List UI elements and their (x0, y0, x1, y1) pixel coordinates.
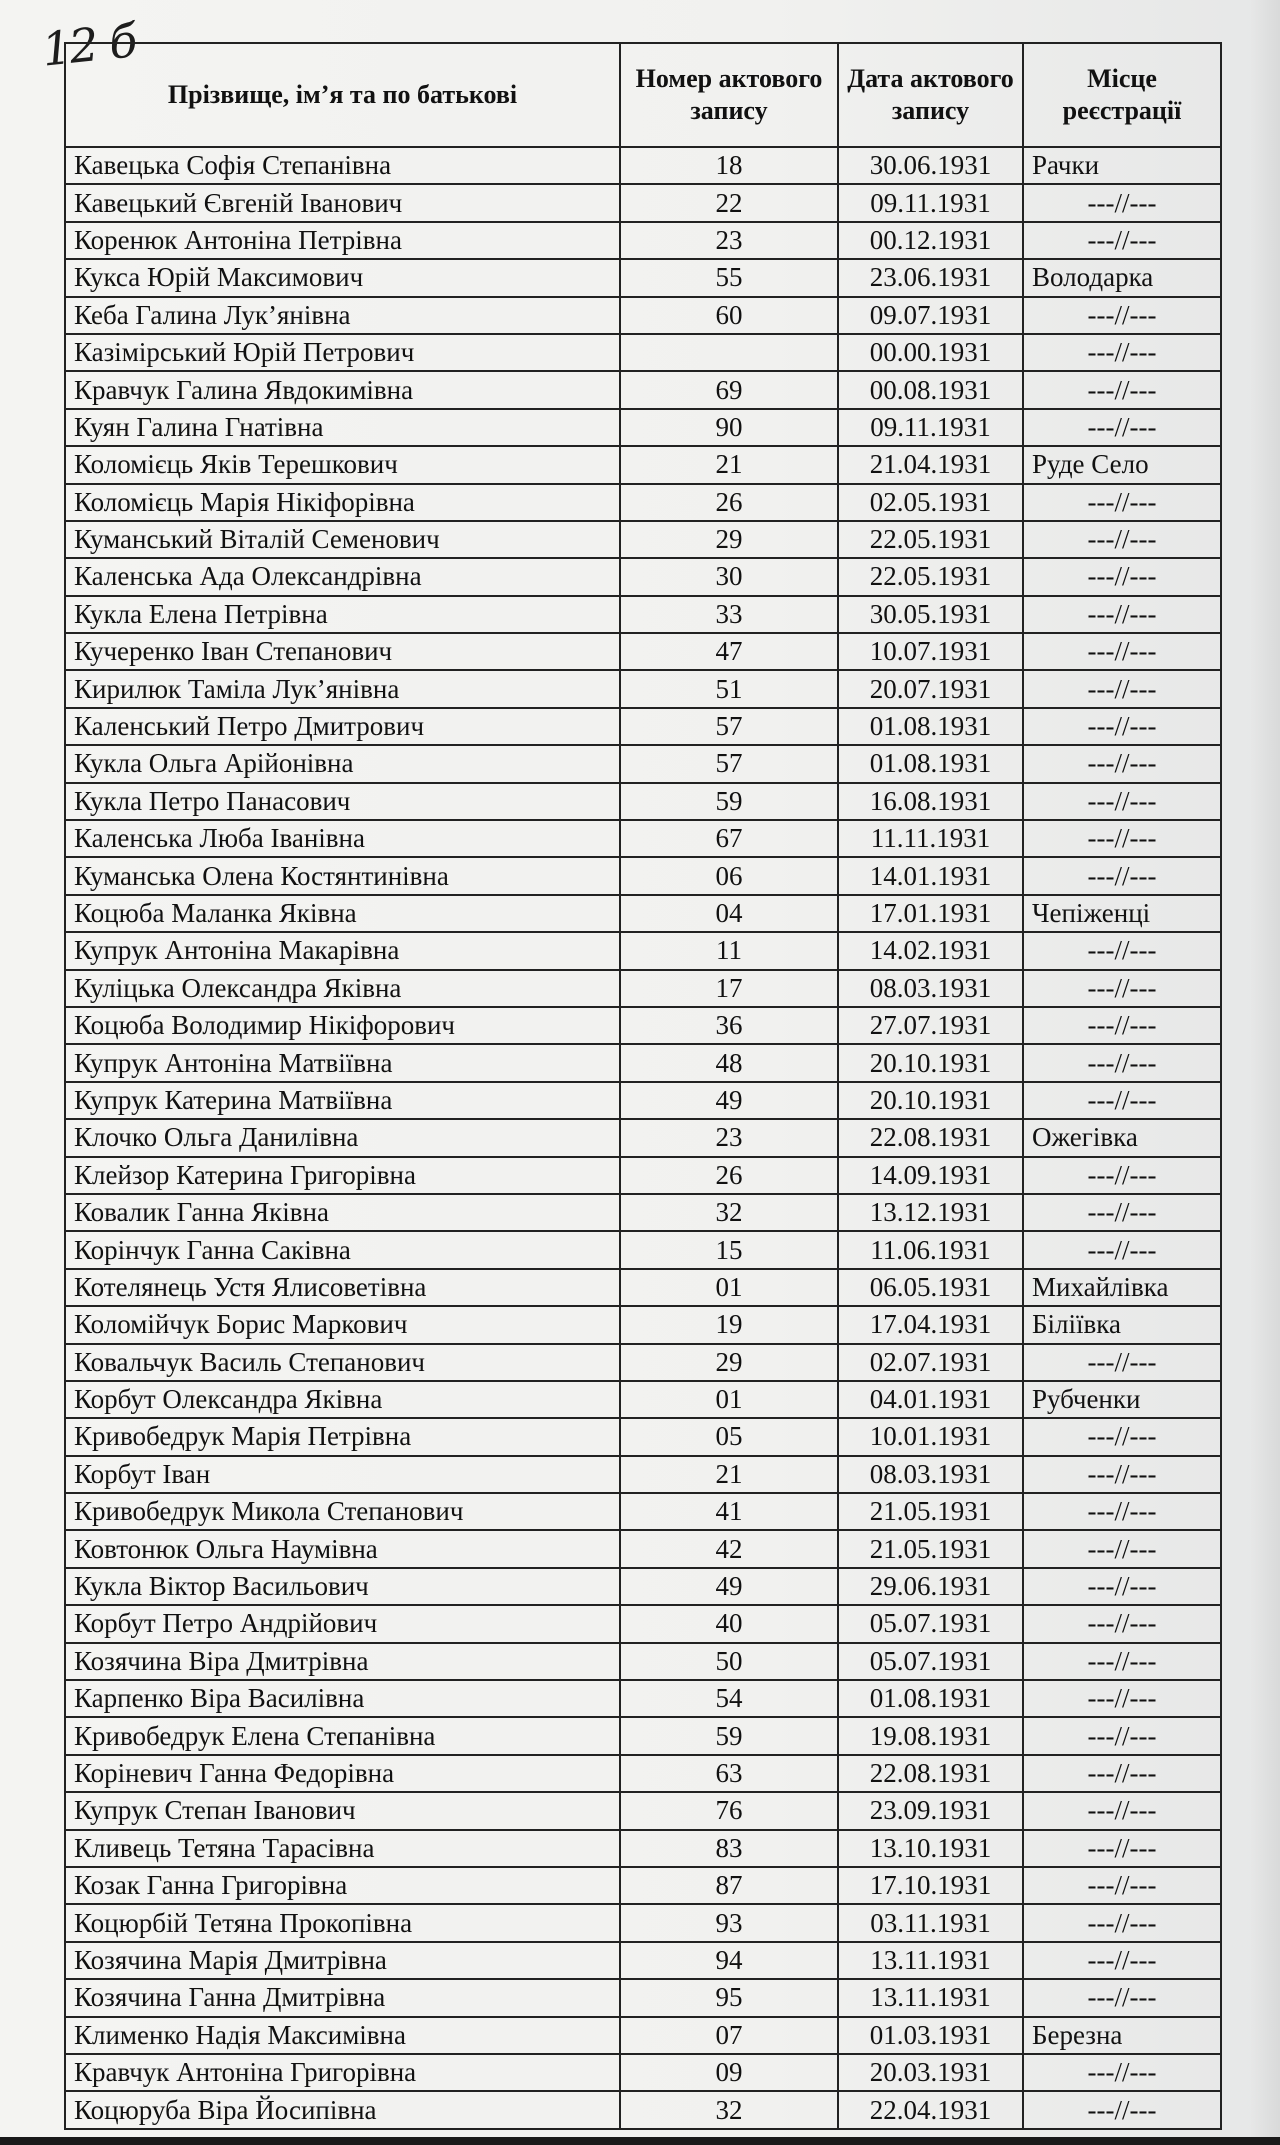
cell-record-number: 95 (620, 1979, 838, 2016)
cell-record-number: 93 (620, 1904, 838, 1941)
cell-record-number: 01 (620, 1269, 838, 1306)
cell-record-date: 09.07.1931 (838, 297, 1023, 334)
cell-place: ---//--- (1023, 409, 1221, 446)
table-row (65, 1007, 1221, 1044)
cell-record-number: 33 (620, 596, 838, 633)
cell-name: Ковалик Ганна Яківна (65, 1194, 620, 1231)
table-row (65, 409, 1221, 446)
header-record-date: Дата актового запису (838, 43, 1023, 147)
cell-record-number: 09 (620, 2054, 838, 2091)
table-row (65, 521, 1221, 558)
cell-record-number: 21 (620, 446, 838, 483)
cell-place: Володарка (1023, 259, 1221, 296)
cell-name: Кеба Галина Лук’янівна (65, 297, 620, 334)
cell-record-number: 04 (620, 895, 838, 932)
table-row (65, 334, 1221, 371)
cell-record-number: 57 (620, 708, 838, 745)
cell-record-date: 04.01.1931 (838, 1381, 1023, 1418)
cell-name: Кравчук Галина Явдокимівна (65, 371, 620, 408)
cell-name: Кривобедрук Марія Петрівна (65, 1418, 620, 1455)
header-place: Місце реєстрації (1023, 43, 1221, 147)
cell-record-number: 63 (620, 1755, 838, 1792)
table-row (65, 932, 1221, 969)
cell-record-number: 49 (620, 1568, 838, 1605)
cell-record-date: 16.08.1931 (838, 783, 1023, 820)
cell-place: ---//--- (1023, 1867, 1221, 1904)
cell-name: Куманський Віталій Семенович (65, 521, 620, 558)
cell-name: Коцюба Маланка Яківна (65, 895, 620, 932)
cell-record-number: 57 (620, 745, 838, 782)
cell-record-date: 20.10.1931 (838, 1044, 1023, 1081)
table-row (65, 1568, 1221, 1605)
cell-record-date: 00.12.1931 (838, 222, 1023, 259)
table-row (65, 1942, 1221, 1979)
cell-record-date: 21.05.1931 (838, 1530, 1023, 1567)
cell-place: ---//--- (1023, 1044, 1221, 1081)
cell-place: ---//--- (1023, 1530, 1221, 1567)
cell-record-number: 22 (620, 184, 838, 221)
table-row (65, 371, 1221, 408)
table-row (65, 1493, 1221, 1530)
cell-name: Кукла Віктор Васильович (65, 1568, 620, 1605)
table-row (65, 1381, 1221, 1418)
cell-name: Корінчук Ганна Саківна (65, 1231, 620, 1268)
cell-record-number: 06 (620, 857, 838, 894)
table-row (65, 222, 1221, 259)
cell-name: Козячина Марія Дмитрівна (65, 1942, 620, 1979)
cell-record-date: 09.11.1931 (838, 184, 1023, 221)
cell-record-date: 20.07.1931 (838, 670, 1023, 707)
cell-record-date: 22.08.1931 (838, 1119, 1023, 1156)
table-body (65, 147, 1221, 2129)
cell-record-date: 02.07.1931 (838, 1344, 1023, 1381)
table-row (65, 184, 1221, 221)
cell-place: ---//--- (1023, 2091, 1221, 2128)
cell-name: Каленська Ада Олександрівна (65, 558, 620, 595)
cell-place: ---//--- (1023, 857, 1221, 894)
cell-name: Каленська Люба Іванівна (65, 820, 620, 857)
table-row (65, 1044, 1221, 1081)
table-row (65, 857, 1221, 894)
table-row (65, 596, 1221, 633)
cell-record-date: 09.11.1931 (838, 409, 1023, 446)
cell-record-date: 21.04.1931 (838, 446, 1023, 483)
cell-record-number: 48 (620, 1044, 838, 1081)
cell-place: ---//--- (1023, 2054, 1221, 2091)
header-name: Прізвище, ім’я та по батькові (65, 43, 620, 147)
cell-place: ---//--- (1023, 184, 1221, 221)
cell-place: ---//--- (1023, 1157, 1221, 1194)
cell-record-date: 14.09.1931 (838, 1157, 1023, 1194)
cell-name: Кукла Ольга Арійонівна (65, 745, 620, 782)
cell-place: ---//--- (1023, 1493, 1221, 1530)
cell-place: ---//--- (1023, 1680, 1221, 1717)
cell-place: Ожегівка (1023, 1119, 1221, 1156)
cell-record-number: 42 (620, 1530, 838, 1567)
cell-name: Кливець Тетяна Тарасівна (65, 1830, 620, 1867)
cell-record-date: 00.08.1931 (838, 371, 1023, 408)
cell-record-number: 36 (620, 1007, 838, 1044)
table-row (65, 558, 1221, 595)
page-bottom-edge (0, 2137, 1280, 2145)
cell-record-date: 22.08.1931 (838, 1755, 1023, 1792)
cell-place: ---//--- (1023, 783, 1221, 820)
header-record-number: Номер актового запису (620, 43, 838, 147)
cell-place: ---//--- (1023, 1830, 1221, 1867)
cell-record-number: 47 (620, 633, 838, 670)
cell-record-number: 05 (620, 1418, 838, 1455)
cell-record-number (620, 334, 838, 371)
cell-place: ---//--- (1023, 820, 1221, 857)
cell-place: ---//--- (1023, 1942, 1221, 1979)
cell-record-date: 30.06.1931 (838, 147, 1023, 184)
cell-place: ---//--- (1023, 1755, 1221, 1792)
cell-record-number: 51 (620, 670, 838, 707)
table-row (65, 147, 1221, 184)
cell-name: Куманська Олена Костянтинівна (65, 857, 620, 894)
cell-record-date: 17.10.1931 (838, 1867, 1023, 1904)
table-row (65, 446, 1221, 483)
cell-name: Ковтонюк Ольга Наумівна (65, 1530, 620, 1567)
cell-record-date: 14.01.1931 (838, 857, 1023, 894)
table-row (65, 259, 1221, 296)
table-row (65, 1867, 1221, 1904)
cell-record-date: 13.12.1931 (838, 1194, 1023, 1231)
cell-name: Куян Галина Гнатівна (65, 409, 620, 446)
cell-name: Купрук Степан Іванович (65, 1792, 620, 1829)
cell-record-date: 11.06.1931 (838, 1231, 1023, 1268)
cell-record-number: 54 (620, 1680, 838, 1717)
cell-name: Козячина Ганна Дмитрівна (65, 1979, 620, 2016)
cell-place: Рубченки (1023, 1381, 1221, 1418)
cell-name: Клейзор Катерина Григорівна (65, 1157, 620, 1194)
cell-name: Козак Ганна Григорівна (65, 1867, 620, 1904)
cell-record-number: 23 (620, 222, 838, 259)
table-row (65, 633, 1221, 670)
table-row (65, 1904, 1221, 1941)
cell-record-date: 17.04.1931 (838, 1306, 1023, 1343)
table-row (65, 708, 1221, 745)
cell-name: Кукла Елена Петрівна (65, 596, 620, 633)
cell-name: Кукла Петро Панасович (65, 783, 620, 820)
cell-name: Кавецький Євгеній Іванович (65, 184, 620, 221)
cell-name: Коцюрбій Тетяна Прокопівна (65, 1904, 620, 1941)
cell-record-date: 23.06.1931 (838, 259, 1023, 296)
cell-name: Корбут Петро Андрійович (65, 1605, 620, 1642)
table-row (65, 1194, 1221, 1231)
cell-record-date: 27.07.1931 (838, 1007, 1023, 1044)
cell-record-number: 21 (620, 1456, 838, 1493)
cell-record-date: 22.04.1931 (838, 2091, 1023, 2128)
table-row (65, 1717, 1221, 1754)
cell-record-date: 06.05.1931 (838, 1269, 1023, 1306)
cell-record-date: 13.10.1931 (838, 1830, 1023, 1867)
cell-name: Корбут Олександра Яківна (65, 1381, 620, 1418)
cell-record-date: 05.07.1931 (838, 1643, 1023, 1680)
table-row (65, 745, 1221, 782)
cell-record-number: 23 (620, 1119, 838, 1156)
cell-name: Коцюба Володимир Нікіфорович (65, 1007, 620, 1044)
table-row (65, 1231, 1221, 1268)
cell-name: Коріневич Ганна Федорівна (65, 1755, 620, 1792)
cell-record-number: 49 (620, 1082, 838, 1119)
cell-record-date: 19.08.1931 (838, 1717, 1023, 1754)
cell-place: ---//--- (1023, 670, 1221, 707)
cell-name: Купрук Антоніна Макарівна (65, 932, 620, 969)
cell-place: ---//--- (1023, 708, 1221, 745)
cell-place: Рачки (1023, 147, 1221, 184)
cell-name: Кирилюк Таміла Лук’янівна (65, 670, 620, 707)
cell-place: ---//--- (1023, 970, 1221, 1007)
register-table (64, 42, 1222, 2130)
cell-record-date: 29.06.1931 (838, 1568, 1023, 1605)
cell-record-date: 05.07.1931 (838, 1605, 1023, 1642)
cell-place: ---//--- (1023, 371, 1221, 408)
cell-place: Михайлівка (1023, 1269, 1221, 1306)
table-row (65, 1643, 1221, 1680)
cell-name: Коцюруба Віра Йосипівна (65, 2091, 620, 2128)
cell-place: ---//--- (1023, 1904, 1221, 1941)
cell-place: Біліївка (1023, 1306, 1221, 1343)
cell-place: ---//--- (1023, 745, 1221, 782)
cell-record-date: 08.03.1931 (838, 970, 1023, 1007)
table-row (65, 297, 1221, 334)
table-row (65, 1119, 1221, 1156)
cell-record-date: 01.08.1931 (838, 745, 1023, 782)
cell-name: Клочко Ольга Данилівна (65, 1119, 620, 1156)
cell-place: ---//--- (1023, 1007, 1221, 1044)
cell-record-number: 55 (620, 259, 838, 296)
cell-name: Каленський Петро Дмитрович (65, 708, 620, 745)
cell-place: ---//--- (1023, 1717, 1221, 1754)
cell-record-number: 30 (620, 558, 838, 595)
cell-record-number: 87 (620, 1867, 838, 1904)
table-row (65, 1306, 1221, 1343)
cell-name: Клименко Надія Максимівна (65, 2017, 620, 2054)
cell-record-number: 19 (620, 1306, 838, 1343)
table-row (65, 484, 1221, 521)
cell-place: ---//--- (1023, 484, 1221, 521)
cell-record-number: 83 (620, 1830, 838, 1867)
cell-place: ---//--- (1023, 633, 1221, 670)
cell-record-date: 20.03.1931 (838, 2054, 1023, 2091)
cell-name: Карпенко Віра Василівна (65, 1680, 620, 1717)
table-header-row (65, 43, 1221, 147)
table-row (65, 1157, 1221, 1194)
cell-record-number: 76 (620, 1792, 838, 1829)
cell-place: ---//--- (1023, 1418, 1221, 1455)
table-row (65, 783, 1221, 820)
cell-record-number: 29 (620, 1344, 838, 1381)
cell-record-number: 59 (620, 783, 838, 820)
cell-record-number: 18 (620, 147, 838, 184)
table-row (65, 2091, 1221, 2128)
table-row (65, 820, 1221, 857)
table-row (65, 2017, 1221, 2054)
cell-place: ---//--- (1023, 1792, 1221, 1829)
cell-record-number: 69 (620, 371, 838, 408)
table-row (65, 1269, 1221, 1306)
table-row (65, 1530, 1221, 1567)
cell-record-date: 02.05.1931 (838, 484, 1023, 521)
table-row (65, 1979, 1221, 2016)
cell-place: ---//--- (1023, 1194, 1221, 1231)
cell-place: Березна (1023, 2017, 1221, 2054)
cell-record-number: 50 (620, 1643, 838, 1680)
cell-place: Чепіженці (1023, 895, 1221, 932)
cell-record-date: 08.03.1931 (838, 1456, 1023, 1493)
cell-name: Кавецька Софія Степанівна (65, 147, 620, 184)
cell-record-number: 60 (620, 297, 838, 334)
cell-record-date: 13.11.1931 (838, 1979, 1023, 2016)
table-row (65, 1792, 1221, 1829)
cell-record-number: 32 (620, 2091, 838, 2128)
table-row (65, 1418, 1221, 1455)
cell-record-number: 07 (620, 2017, 838, 2054)
cell-name: Котелянець Устя Ялисоветівна (65, 1269, 620, 1306)
cell-record-number: 26 (620, 484, 838, 521)
cell-name: Куліцька Олександра Яківна (65, 970, 620, 1007)
cell-place: ---//--- (1023, 558, 1221, 595)
cell-record-number: 40 (620, 1605, 838, 1642)
cell-record-number: 59 (620, 1717, 838, 1754)
cell-place: ---//--- (1023, 1979, 1221, 2016)
cell-place: ---//--- (1023, 596, 1221, 633)
cell-place: ---//--- (1023, 1082, 1221, 1119)
cell-record-date: 03.11.1931 (838, 1904, 1023, 1941)
cell-record-date: 10.07.1931 (838, 633, 1023, 670)
table-row (65, 1456, 1221, 1493)
cell-record-number: 41 (620, 1493, 838, 1530)
cell-name: Козячина Віра Дмитрівна (65, 1643, 620, 1680)
cell-name: Кравчук Антоніна Григорівна (65, 2054, 620, 2091)
cell-name: Кучеренко Іван Степанович (65, 633, 620, 670)
table-row (65, 670, 1221, 707)
cell-place: ---//--- (1023, 222, 1221, 259)
cell-record-date: 13.11.1931 (838, 1942, 1023, 1979)
cell-name: Коломієць Яків Терешкович (65, 446, 620, 483)
cell-record-date: 01.08.1931 (838, 708, 1023, 745)
table-row (65, 1082, 1221, 1119)
table-row (65, 895, 1221, 932)
cell-record-date: 17.01.1931 (838, 895, 1023, 932)
cell-record-date: 00.00.1931 (838, 334, 1023, 371)
cell-name: Кривобедрук Микола Степанович (65, 1493, 620, 1530)
cell-record-number: 26 (620, 1157, 838, 1194)
cell-record-number: 67 (620, 820, 838, 857)
cell-record-date: 01.03.1931 (838, 2017, 1023, 2054)
cell-name: Купрук Катерина Матвіївна (65, 1082, 620, 1119)
table-row (65, 1344, 1221, 1381)
cell-place: Руде Село (1023, 446, 1221, 483)
table-row (65, 1830, 1221, 1867)
cell-name: Купрук Антоніна Матвіївна (65, 1044, 620, 1081)
cell-name: Коломієць Марія Нікіфорівна (65, 484, 620, 521)
cell-name: Коренюк Антоніна Петрівна (65, 222, 620, 259)
page-number: 12 б (39, 13, 138, 77)
table-row (65, 970, 1221, 1007)
cell-record-number: 32 (620, 1194, 838, 1231)
cell-record-number: 11 (620, 932, 838, 969)
cell-record-date: 20.10.1931 (838, 1082, 1023, 1119)
cell-record-date: 10.01.1931 (838, 1418, 1023, 1455)
cell-place: ---//--- (1023, 297, 1221, 334)
cell-record-number: 15 (620, 1231, 838, 1268)
cell-place: ---//--- (1023, 334, 1221, 371)
table-row (65, 2054, 1221, 2091)
cell-place: ---//--- (1023, 1605, 1221, 1642)
table-row (65, 1605, 1221, 1642)
cell-record-number: 90 (620, 409, 838, 446)
cell-record-date: 21.05.1931 (838, 1493, 1023, 1530)
cell-record-date: 30.05.1931 (838, 596, 1023, 633)
cell-name: Ковальчук Василь Степанович (65, 1344, 620, 1381)
cell-name: Корбут Іван (65, 1456, 620, 1493)
cell-name: Казімірський Юрій Петрович (65, 334, 620, 371)
cell-place: ---//--- (1023, 1456, 1221, 1493)
page-shadow (1250, 0, 1280, 2145)
cell-record-number: 17 (620, 970, 838, 1007)
table-row (65, 1680, 1221, 1717)
cell-place: ---//--- (1023, 1643, 1221, 1680)
cell-place: ---//--- (1023, 521, 1221, 558)
cell-record-date: 14.02.1931 (838, 932, 1023, 969)
cell-record-date: 11.11.1931 (838, 820, 1023, 857)
cell-record-number: 01 (620, 1381, 838, 1418)
cell-place: ---//--- (1023, 1231, 1221, 1268)
cell-record-number: 29 (620, 521, 838, 558)
cell-place: ---//--- (1023, 1568, 1221, 1605)
cell-record-date: 23.09.1931 (838, 1792, 1023, 1829)
cell-name: Кривобедрук Елена Степанівна (65, 1717, 620, 1754)
cell-record-date: 01.08.1931 (838, 1680, 1023, 1717)
cell-name: Кукса Юрій Максимович (65, 259, 620, 296)
cell-record-number: 94 (620, 1942, 838, 1979)
table-row (65, 1755, 1221, 1792)
cell-name: Коломійчук Борис Маркович (65, 1306, 620, 1343)
cell-place: ---//--- (1023, 1344, 1221, 1381)
cell-place: ---//--- (1023, 932, 1221, 969)
cell-record-date: 22.05.1931 (838, 558, 1023, 595)
cell-record-date: 22.05.1931 (838, 521, 1023, 558)
